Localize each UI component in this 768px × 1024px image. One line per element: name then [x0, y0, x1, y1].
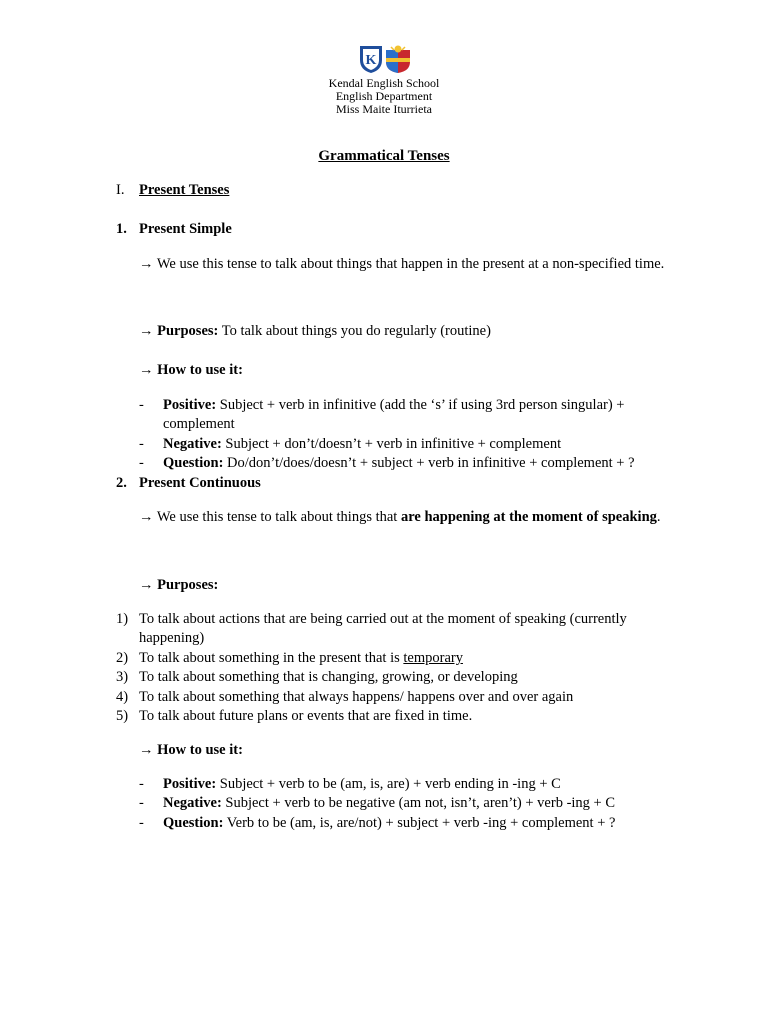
bullet-dash: -	[139, 397, 144, 413]
negative-text: Subject + verb to be negative (am not, isn’t, aren’t) + verb -ing + C	[225, 795, 616, 811]
present-continuous-howto	[139, 741, 679, 760]
section-title: Present Tenses	[139, 182, 230, 198]
arrow: →	[139, 577, 154, 593]
school-name: Kendal English School	[328, 76, 440, 90]
positive-text: Subject + verb in infinitive (add the ‘s’ if using 3rd person singular) + complement	[163, 397, 625, 432]
negative-label: Negative:	[163, 795, 222, 811]
bullet-dash: -	[139, 776, 144, 792]
present-continuous-positive	[163, 775, 683, 794]
list-item-number: 3)	[116, 669, 129, 685]
heading-number: 1.	[116, 221, 127, 237]
question-text: Do/don’t/does/doesn’t + subject + verb in infinitive + complement + ?	[227, 455, 635, 471]
heading-number: 2.	[116, 475, 127, 491]
page-title: Grammatical Tenses	[318, 148, 450, 164]
intro-text: We use this tense to talk about things that happen in the present at a non-specified time.	[156, 256, 665, 272]
list-item	[139, 649, 679, 668]
list-item: To talk about something that is changing, growing, or developing	[139, 669, 518, 685]
positive-text: Subject + verb to be (am, is, are) + verb ending in -ing + C	[219, 776, 561, 792]
present-continuous-purposes	[139, 576, 679, 595]
question-label: Question:	[163, 815, 224, 831]
list-item: To talk about future plans or events that are fixed in time.	[139, 708, 473, 724]
section-numeral: I.	[116, 182, 125, 198]
present-continuous-question	[163, 814, 683, 833]
present-continuous-heading: Present Continuous	[139, 475, 261, 491]
purposes-label: Purposes:	[157, 323, 219, 339]
intro-text-after: .	[656, 509, 661, 525]
list-item-number: 1)	[116, 611, 129, 627]
list-item-number: 4)	[116, 689, 129, 705]
arrow: →	[139, 362, 154, 378]
list-item-number: 5)	[116, 708, 129, 724]
positive-label: Positive:	[163, 397, 217, 413]
purposes-label: Purposes:	[157, 577, 219, 593]
present-simple-howto	[139, 361, 679, 380]
present-simple-intro	[139, 255, 679, 274]
question-label: Question:	[163, 455, 224, 471]
present-simple-question	[163, 454, 683, 473]
bullet-dash: -	[139, 795, 144, 811]
school-logo	[358, 44, 412, 74]
logo-letter: K	[365, 53, 377, 68]
intro-text-bold: are happening at the moment of speaking	[400, 509, 657, 525]
teacher-name: Miss Maite Iturrieta	[336, 102, 432, 116]
bullet-dash: -	[139, 815, 144, 831]
present-continuous-negative	[163, 794, 683, 813]
list-item: To talk about something that always happens/ happens over and over again	[139, 689, 574, 705]
list-item-text: To talk about something in the present that is	[139, 650, 404, 666]
arrow: →	[139, 256, 154, 272]
intro-text-before: We use this tense to talk about things that	[156, 509, 401, 525]
present-simple-purposes	[139, 322, 679, 341]
underlined-word: temporary	[403, 650, 463, 666]
present-simple-heading: Present Simple	[139, 221, 232, 237]
arrow: →	[139, 742, 154, 758]
arrow: →	[139, 509, 154, 525]
present-simple-positive	[163, 396, 683, 434]
list-item: To talk about actions that are being carried out at the moment of speaking (currently happening)	[139, 611, 627, 646]
bullet-dash: -	[139, 436, 144, 452]
present-simple-negative	[163, 435, 683, 454]
negative-text: Subject + don’t/doesn’t + verb in infinitive + complement	[225, 436, 562, 452]
list-item-number: 2)	[116, 650, 129, 666]
department-name: English Department	[335, 89, 433, 103]
question-text: Verb to be (am, is, are/not) + subject + verb -ing + complement + ?	[226, 815, 616, 831]
present-continuous-intro	[139, 508, 679, 527]
howto-label: How to use it:	[157, 742, 243, 758]
negative-label: Negative:	[163, 436, 222, 452]
crest-icon	[386, 46, 410, 74]
arrow: →	[139, 323, 154, 339]
shield-icon	[360, 46, 382, 73]
positive-label: Positive:	[163, 776, 217, 792]
bullet-dash: -	[139, 455, 144, 471]
howto-label: How to use it:	[157, 362, 243, 378]
purposes-text: To talk about things you do regularly (routine)	[221, 323, 491, 339]
